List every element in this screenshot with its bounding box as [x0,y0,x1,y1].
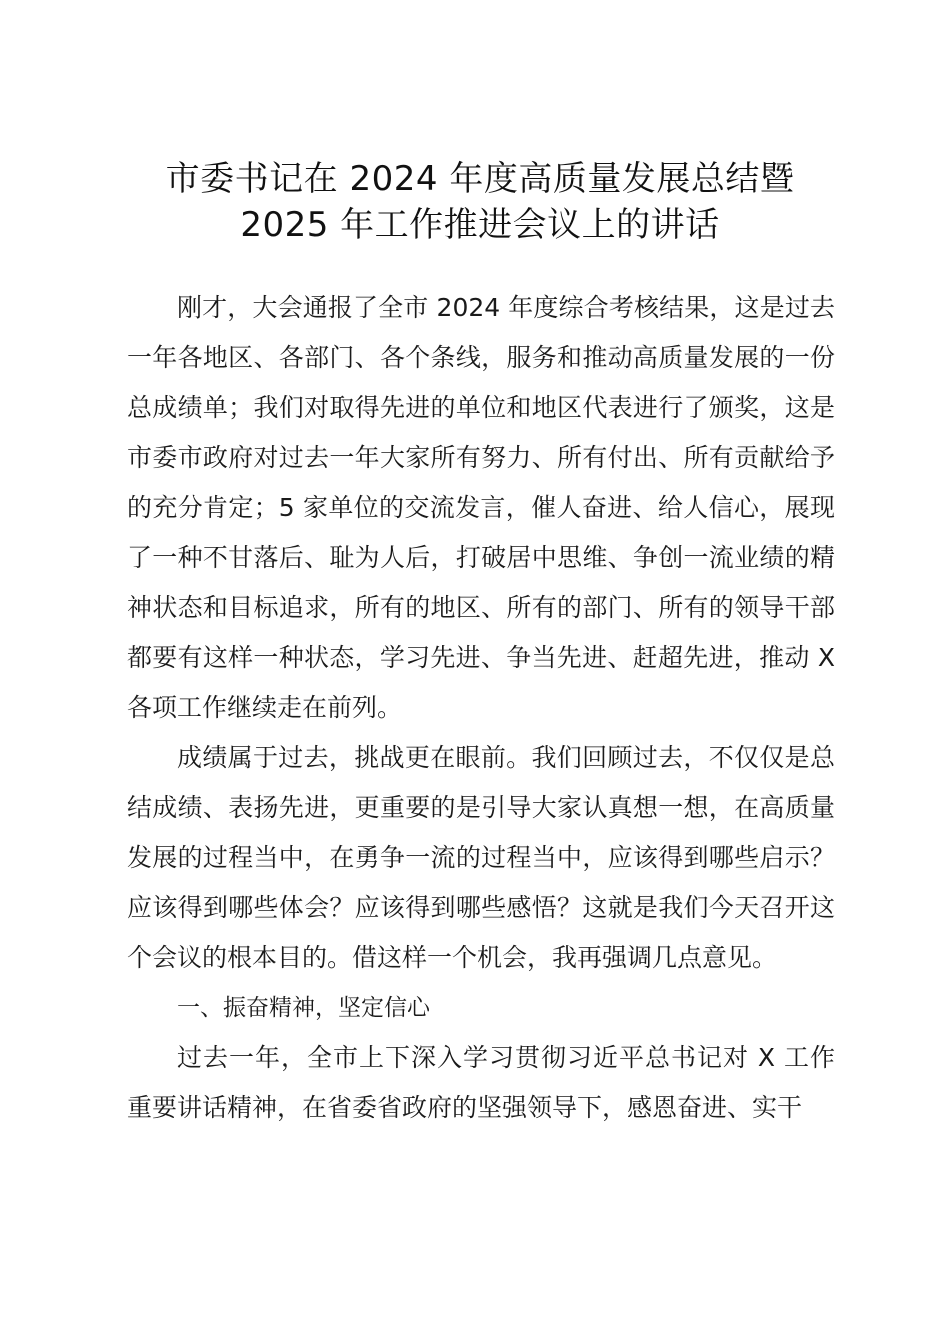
section-paragraph: 过去一年，全市上下深入学习贯彻习近平总书记对 X 工作重要讲话精神，在省委省政府的坚强领导下，感恩奋进、实干 [127,1043,835,1122]
paragraph-2: 成绩属于过去，挑战更在眼前。我们回顾过去，不仅仅是总结成绩、表扬先进，更重要的是引导大家认真想一想，在高质量发展的过程当中，在勇争一流的过程当中，应该得到哪些启示？应该得到哪些体会？应该得到哪些感悟？这就是我们今天召开这个会议的根本目的。借这样一个机会，我再强调几点意见。 [127,743,835,972]
title-line-2: 2025 年工作推进会议上的讲话 [240,205,720,245]
title-line-1: 市委书记在 2024 年度高质量发展总结暨 [165,159,795,199]
section-heading: 一、振奋精神，坚定信心 [177,995,430,1021]
document-title [120,156,840,248]
paragraph-1: 刚才，大会通报了全市 2024 年度综合考核结果，这是过去一年各地区、各部门、各个条线，服务和推动高质量发展的一份总成绩单；我们对取得先进的单位和地区代表进行了颁奖，这是市委市政府对过去一年大家所有努力、所有付出、所有贡献给予的充分肯定；5 家单位的交流发言，催人奋进、给人信心，展现了一种不甘落后、耻为人后，打破居中思维、争创一流业绩的精神状态和目标追求，所有的地区、所有的部门、所有的领导干部都要有这样一种状态，学习先进、争当先进、赶超先进，推动 X 各项工作继续走在前列。 [127,293,835,722]
document-body [127,283,835,1133]
